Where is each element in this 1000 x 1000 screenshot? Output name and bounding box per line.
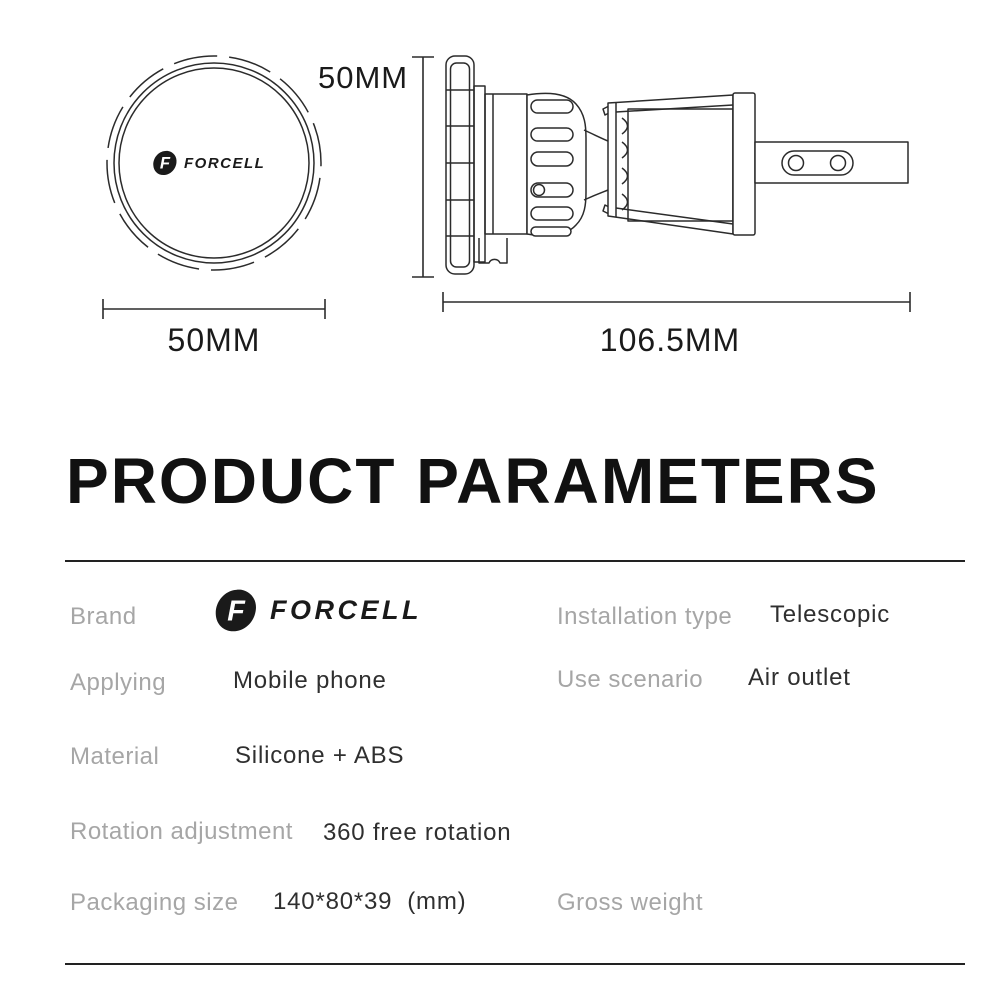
forcell-logo-letter: F [159, 153, 171, 173]
forcell-logo-word: FORCELL [184, 154, 266, 172]
dimension-label-side-length: 106.5MM [599, 322, 741, 358]
dimension-label-front-width: 50MM [167, 322, 261, 358]
param-label-scenario: Use scenario [557, 666, 704, 693]
param-value-rotation: 360 free rotation [323, 819, 512, 846]
forcell-logo-front [152, 150, 265, 176]
side-view-drawing [446, 56, 908, 274]
param-label-gross-weight: Gross weight [557, 889, 704, 916]
param-label-material: Material [70, 743, 160, 770]
param-value-packaging: 140*80*39 (mm) [273, 888, 467, 915]
param-label-applying: Applying [70, 669, 167, 696]
dimension-lines [103, 57, 910, 319]
dimension-label-side-height: 50MM [318, 60, 409, 95]
param-value-scenario: Air outlet [748, 664, 851, 691]
forcell-logo-letter: F [227, 595, 245, 628]
param-label-packaging: Packaging size [70, 889, 239, 916]
technical-drawing [0, 0, 1000, 400]
forcell-logo-mark-icon [213, 588, 259, 633]
page-title: PRODUCT PARAMETERS [66, 445, 880, 517]
param-label-rotation: Rotation adjustment [70, 818, 293, 845]
param-label-brand: Brand [70, 603, 137, 630]
forcell-logo-mark-icon [152, 150, 178, 176]
param-value-installation: Telescopic [770, 601, 891, 628]
param-value-applying: Mobile phone [233, 667, 387, 694]
param-label-installation: Installation type [557, 603, 733, 630]
brand-logo-word: FORCELL [270, 595, 422, 625]
divider-bottom [65, 963, 965, 965]
brand-logo [213, 588, 422, 633]
param-value-material: Silicone + ABS [235, 742, 405, 769]
divider-top [65, 560, 965, 562]
